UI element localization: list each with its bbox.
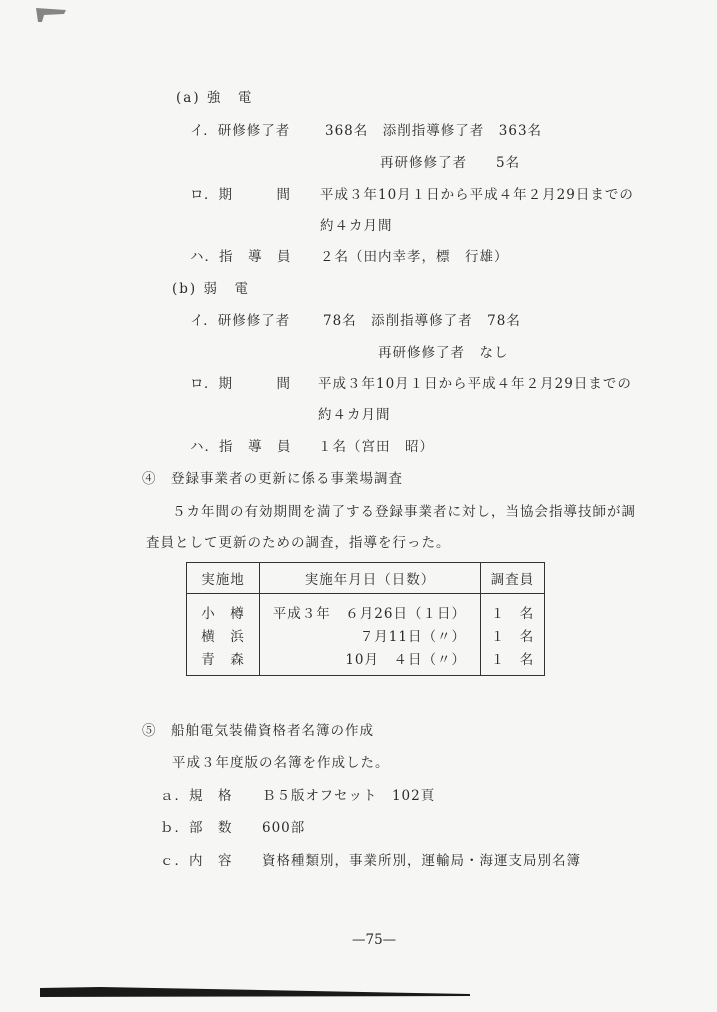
table-cell-inspectors: １ 名 [481,594,545,624]
section5-intro: 平成３年度版の名簿を作成した。 [172,755,390,771]
spec-item-label: ａ．規 格 [160,788,233,804]
weak-instructors-label: ハ．指 導 員 [190,439,292,455]
strong-period-label: ロ．期 間 [190,187,291,203]
weak-current-heading: (b) 弱 電 [172,281,250,297]
section4-heading: ④ 登録事業者の更新に係る事業場調査 [142,471,403,487]
table-cell-location: 小 樽 [187,594,260,624]
table-row [187,594,545,624]
weak-period-value-2: 約４カ月間 [318,407,391,423]
weak-retrain-value: 再研修修了者 なし [378,345,509,361]
strong-trainees-label: イ．研修修了者 [190,123,291,139]
survey-table [186,562,545,676]
table-cell-inspectors: １ 名 [481,623,545,646]
table-header-inspectors: 調査員 [481,563,545,594]
table-header-row [187,563,545,594]
strong-period-value: 平成３年10月１日から平成４年２月29日までの [320,187,634,203]
strong-period-value-2: 約４カ月間 [320,218,393,234]
table-header-location: 実施地 [187,563,260,594]
strong-retrain-value: 再研修修了者 5名 [380,155,521,171]
strong-instructors-label: ハ．指 導 員 [190,249,292,265]
weak-instructors-value: １名（宮田 昭） [318,439,434,455]
copies-item-label: ｂ．部 数 [160,820,233,836]
page-number: —75— [352,932,397,948]
table-cell-location: 横 浜 [187,623,260,646]
table-cell-location: 青 森 [187,646,260,676]
table-cell-date: 平成３年 ６月26日（１日） [260,594,481,624]
weak-trainees-label: イ．研修修了者 [190,313,291,329]
table-cell-date: 10月 ４日（〃） [260,646,481,676]
table-header-date: 実施年月日（日数） [260,563,481,594]
table-cell-date: ７月11日（〃） [260,623,481,646]
strong-current-heading: (a) 強 電 [176,90,254,106]
weak-trainees-value: 78名 添削指導修了者 78名 [323,313,521,329]
section5-heading: ⑤ 船舶電気装備資格者名簿の作成 [142,723,374,739]
scan-corner-mark [34,6,68,24]
copies-item-value: 600部 [262,820,306,836]
weak-period-value: 平成３年10月１日から平成４年２月29日までの [318,376,632,392]
contents-item-value: 資格種類別，事業所別，運輸局・海運支局別名簿 [262,853,581,869]
table-row [187,623,545,646]
table-cell-inspectors: １ 名 [481,646,545,676]
weak-period-label: ロ．期 間 [190,376,291,392]
table-row [187,646,545,676]
contents-item-label: ｃ．内 容 [160,853,233,869]
strong-trainees-value: 368名 添削指導修了者 363名 [325,123,543,139]
scan-edge-shadow [40,986,470,998]
section4-paragraph-line1: ５カ年間の有効期間を満了する登録事業者に対し，当協会指導技師が調 [172,504,636,520]
spec-item-value: Ｂ５版オフセット 102頁 [262,788,436,804]
strong-instructors-value: ２名（田内幸孝，標 行雄） [320,249,509,265]
section4-paragraph-line2: 査員として更新のための調査，指導を行った。 [146,535,451,551]
